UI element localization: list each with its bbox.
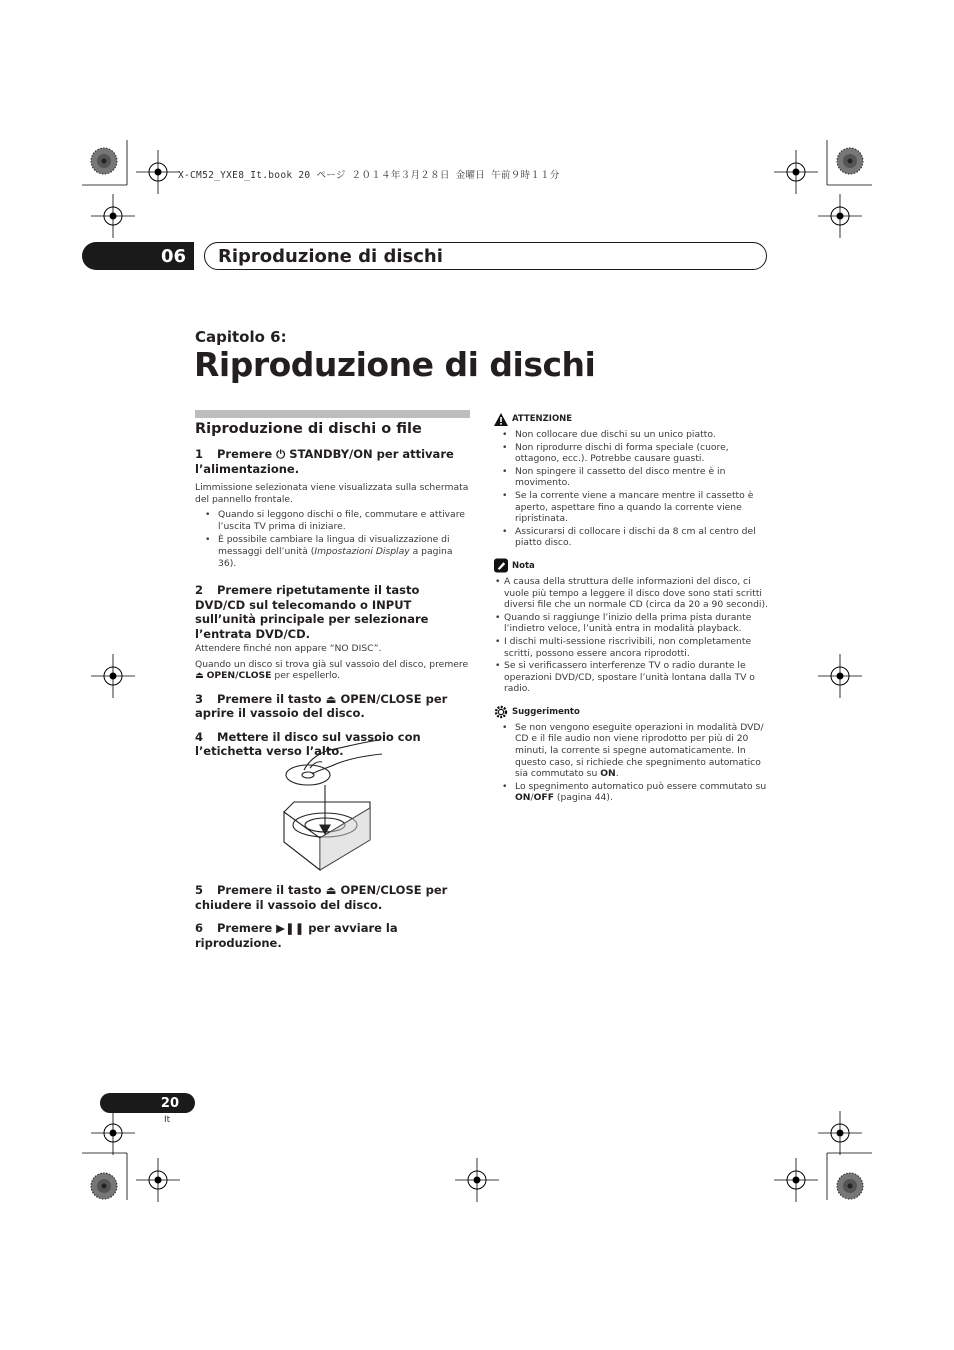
list-item: • A causa della struttura delle informazioni del disco, ci vuole più tempo a leggere il disco dove sono stati scritti diversi file che un normale CD (circa da 20 a 90 secondi). [494, 576, 769, 611]
list-item: • Non spingere il cassetto del disco mentre è in movimento. [494, 466, 769, 489]
step-2 [195, 583, 471, 641]
step-2-eject-note: Quando un disco si trova già sul vassoio del disco, premere ⏏ OPEN/CLOSE per espellerlo. [195, 658, 469, 682]
chapter-number-badge: 06 [82, 242, 194, 270]
disc-tray-illustration [280, 730, 390, 875]
note-icon [494, 559, 508, 573]
instructions-column-lower [195, 883, 471, 956]
step-text: OPEN/CLOSE per aprire il vassoio del disco. [195, 691, 448, 721]
suggerimento-heading [494, 705, 769, 719]
list-item: • Non collocare due dischi su un unico piatto. [494, 429, 769, 441]
step-text: Premere ripetutamente il tasto DVD/CD sul telecomando o INPUT sull’unità principale per selezionare l’entrata DVD/CD. [195, 583, 429, 641]
page-title: Riproduzione di dischi [194, 345, 596, 384]
section-divider [195, 410, 470, 418]
list-item: • Quando si raggiunge l’inizio della prima pista durante l’indietro veloce, l’unità entra in modalità playback. [494, 612, 769, 635]
eject-icon: ⏏ [195, 670, 204, 682]
play-pause-icon: ▶❚❚ [276, 921, 305, 935]
eject-icon: ⏏ [325, 883, 337, 897]
step-text: Mettere il disco sul vassoio con l’etichetta verso l’alto. [195, 729, 421, 759]
list-item: • È possibile cambiare la lingua di visualizzazione di messaggi dell’unità (Impostazioni Display a pagina 36). [195, 534, 471, 569]
step-2-description: Attendere finché non appare “NO DISC”. [195, 643, 382, 655]
step-5 [195, 883, 471, 912]
warning-icon [494, 412, 508, 426]
step-1 [195, 447, 471, 476]
step-text: per avviare la riproduzione. [195, 921, 398, 950]
step-1-description: Limmissione selezionata viene visualizzata sulla schermata del pannello frontale. [195, 482, 469, 505]
step-text: STANDBY/ON per attivare l’alimentazione. [195, 447, 454, 476]
power-icon: ⏻ [276, 447, 286, 461]
step-6 [195, 921, 471, 950]
list-item: • I dischi multi-sessione riscrivibili, non completamente scritti, possono essere ancora riprodotti. [494, 636, 769, 659]
notes-column [494, 412, 769, 814]
step-number: 5 [195, 883, 204, 897]
step-number: 4 [195, 729, 204, 744]
step-number: 6 [195, 921, 204, 935]
section-title: Riproduzione di dischi o file [195, 421, 422, 437]
instructions-column [195, 447, 471, 765]
list-item: • Quando si leggono dischi o file, commutare e attivare l’uscita TV prima di iniziare. [195, 509, 471, 532]
list-item: • Lo spegnimento automatico può essere commutato su ON/OFF (pagina 44). [494, 781, 769, 804]
step-number: 2 [195, 583, 204, 598]
nota-heading [494, 559, 769, 573]
gear-icon [494, 705, 508, 719]
step-3 [195, 692, 471, 721]
step-number: 1 [195, 447, 204, 461]
step-text: Premere il tasto [217, 883, 326, 897]
list-item: • Se si verificassero interferenze TV o radio durante le operazioni DVD/CD, spostare l’unità lontana dalla TV o radio. [494, 660, 769, 695]
list-item: • Assicurarsi di collocare i dischi da 8 cm al centro del piatto disco. [494, 526, 769, 549]
step-text: Premere il tasto [217, 691, 326, 706]
suggerimento-list [494, 722, 769, 804]
suggerimento-title: Suggerimento [512, 706, 580, 717]
language-code: It [164, 1115, 171, 1125]
nota-title: Nota [512, 560, 535, 571]
attenzione-title: ATTENZIONE [512, 414, 573, 424]
nota-list [494, 576, 769, 695]
list-item: • Se non vengono eseguite operazioni in modalità DVD/ CD e il file audio non viene riprodotto per più di 20 minuti, la corrente si spegne automaticamente. In questo caso, si richiede che spegnimento automatico sia commutato su ON. [494, 722, 769, 780]
step-text: Premere [217, 447, 277, 461]
attenzione-heading [494, 412, 769, 426]
chapter-label: Capitolo 6: [195, 328, 287, 346]
step-number: 3 [195, 691, 204, 706]
print-header: X-CM52_YXE8_It.book 20 ページ ２０１４年３月２８日 金曜日 午前９時１１分 [178, 170, 560, 181]
page-number: 20 [100, 1093, 195, 1113]
step-text: Premere [217, 921, 277, 935]
step-text: OPEN/CLOSE per chiudere il vassoio del disco. [195, 883, 448, 912]
list-item: • Non riprodurre dischi di forma speciale (cuore, ottagono, ecc.). Potrebbe causare guasti. [494, 442, 769, 465]
step-1-bullets [195, 509, 471, 569]
list-item: • Se la corrente viene a mancare mentre il cassetto è aperto, aspettare fino a quando la corrente viene ripristinata. [494, 490, 769, 525]
eject-icon: ⏏ [325, 691, 337, 706]
chapter-header-title: Riproduzione di dischi [204, 242, 767, 270]
attenzione-list [494, 429, 769, 549]
